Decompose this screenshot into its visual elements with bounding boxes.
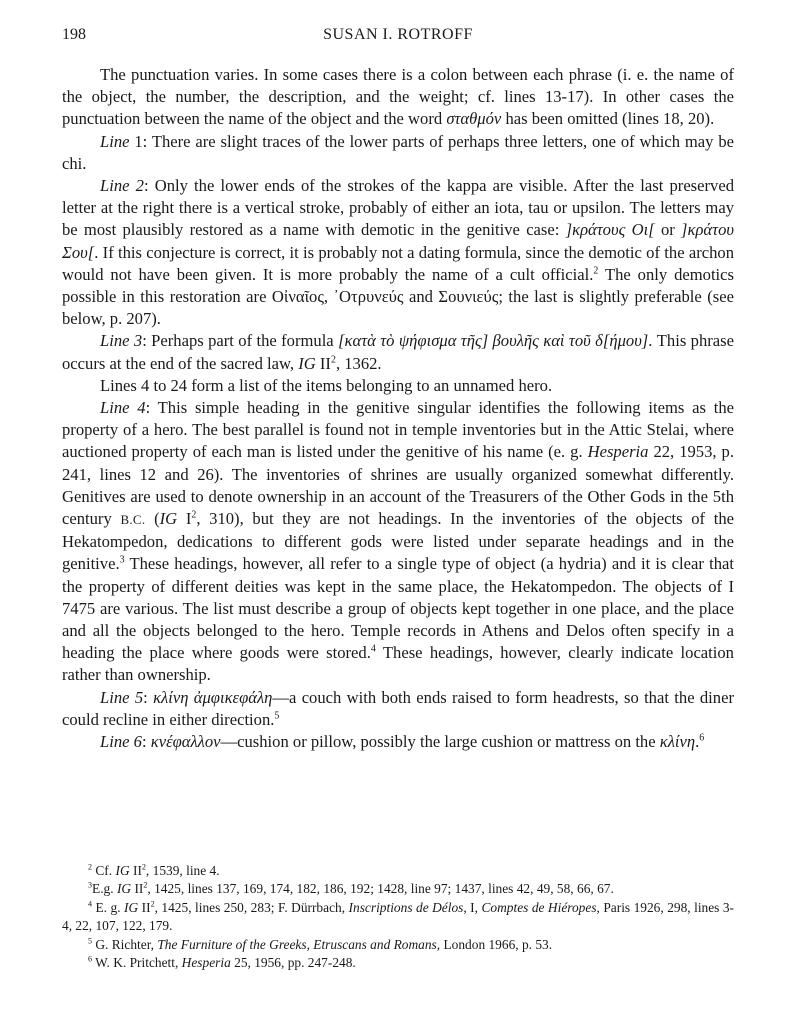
footnote-ref-3: 3 bbox=[119, 554, 125, 566]
paragraph-punctuation: The punctuation varies. In some cases there is a colon between each phrase (i. e. the name of the object, the number, the description, and the weight; cf. lines 13-17). In other cases the punctuation between the name of the object and the word σταθμόν has been omitted (lines 18, 20). bbox=[62, 65, 734, 129]
footnote-ref-5: 5 bbox=[274, 710, 280, 722]
footnote-ref-4: 4 bbox=[370, 643, 376, 655]
running-head bbox=[62, 26, 734, 48]
running-head-author: SUSAN I. ROTROFF bbox=[323, 26, 473, 43]
footnote-4: $^4$ E. g. IG $II^2$, 1425, lines 250, 283; F. Dürrbach, Inscriptions de Délos, I, Comptes de Hiéropes, Paris 1926, 298, lines 3-4, 22, 107, 122, 179. bbox=[62, 899, 735, 934]
paragraph-line-2: Line 2: Only the lower ends of the strokes of the kappa are visible. After the last preserved letter at the right there is a vertical stroke, probably of either an iota, tau or upsilon. The letters may be most plausibly restored as a name with demotic in the genitive case: ]κράτους Οι[ or ]κράτου Σου[. If this conjecture is correct, it is probably not a dating formula, since the demotic of the archon would not have been given. It is more probably the name of a cult official.$^2$ The only demotics possible in this restoration are Οἰναῖος, ᾿Οτρυνεύς and Σουνιεύς; the last is slightly preferable (see below, p. 207). bbox=[62, 176, 734, 329]
footnote-2: $^2$ Cf. IG $II^2$, 1539, line 4. bbox=[88, 862, 220, 878]
paragraph-line-5: Line 5: κλίνη ἀμφικεφάλη—a couch with both ends raised to form headrests, so that the diner could recline in either direction.$^5$ bbox=[62, 687, 734, 729]
footnote-ref-2: 2 bbox=[593, 265, 599, 277]
footnote-ref-6: 6 bbox=[699, 732, 705, 744]
body-text bbox=[62, 64, 734, 753]
footnote-6: $^6$ W. K. Pritchett, Hesperia 25, 1956, pp. 247-248. bbox=[88, 954, 356, 971]
paragraph-line-3: Line 3: Perhaps part of the formula [κατὰ τὸ ψήφισμα τῆς] βουλῆς καὶ τοῦ δ[ήμου]. This phrase occurs at the end of the sacred law, IG $II^2$, 1362. bbox=[62, 331, 734, 373]
paragraph-line-4: Line 4: This simple heading in the genitive singular identifies the following items as the property of a hero. The best parallel is found not in temple inventories but in the Attic Stelai, where auctioned property of each man is listed under the genitive of his name (e. g. Hesperia 22, 1953, p. 241, lines 12 and 26). The inventories of shrines are usually organized somewhat differently. Genitives are used to denote ownership in an account of the Treasurers of the Other Gods in the 5th century B.C. (IG $I^2$, 310), but they are not headings. In the inventories of the objects of the Hekatompedon, dedications to different gods were listed under separate headings and in the genitive.$^3$ These headings, however, all refer to a single type of object (a hydria) and it is clear that the property of different deities was kept in the same place, the Hekatompedon. The objects of I 7475 are various. The list must describe a group of objects kept together in one place, and the place and all the objects belonged to the hero. Temple records in Athens and Delos often specify in a heading the place where goods were stored.$^4$ These headings, however, clearly indicate location rather than ownership. bbox=[62, 398, 734, 685]
paragraph-line-1: Line 1: There are slight traces of the lower parts of perhaps three letters, one of which may be chi. bbox=[62, 131, 734, 173]
footnotes bbox=[62, 862, 734, 972]
paragraph-lines-4-24: Lines 4 to 24 form a list of the items belonging to an unnamed hero. bbox=[100, 375, 553, 395]
page-number: 198 bbox=[62, 26, 86, 43]
footnote-3: $^3$E.g. IG $II^2$, 1425, lines 137, 169, 174, 182, 186, 192; 1428, line 97; 1437, lines 42, 49, 58, 66, 67. bbox=[88, 880, 614, 897]
paragraph-line-6: Line 6: κνέφαλλον—cushion or pillow, possibly the large cushion or mattress on the κλίνη.$^6$ bbox=[100, 732, 705, 752]
footnote-5: $^5$ G. Richter, The Furniture of the Greeks, Etruscans and Romans, London 1966, p. 53. bbox=[88, 936, 553, 952]
